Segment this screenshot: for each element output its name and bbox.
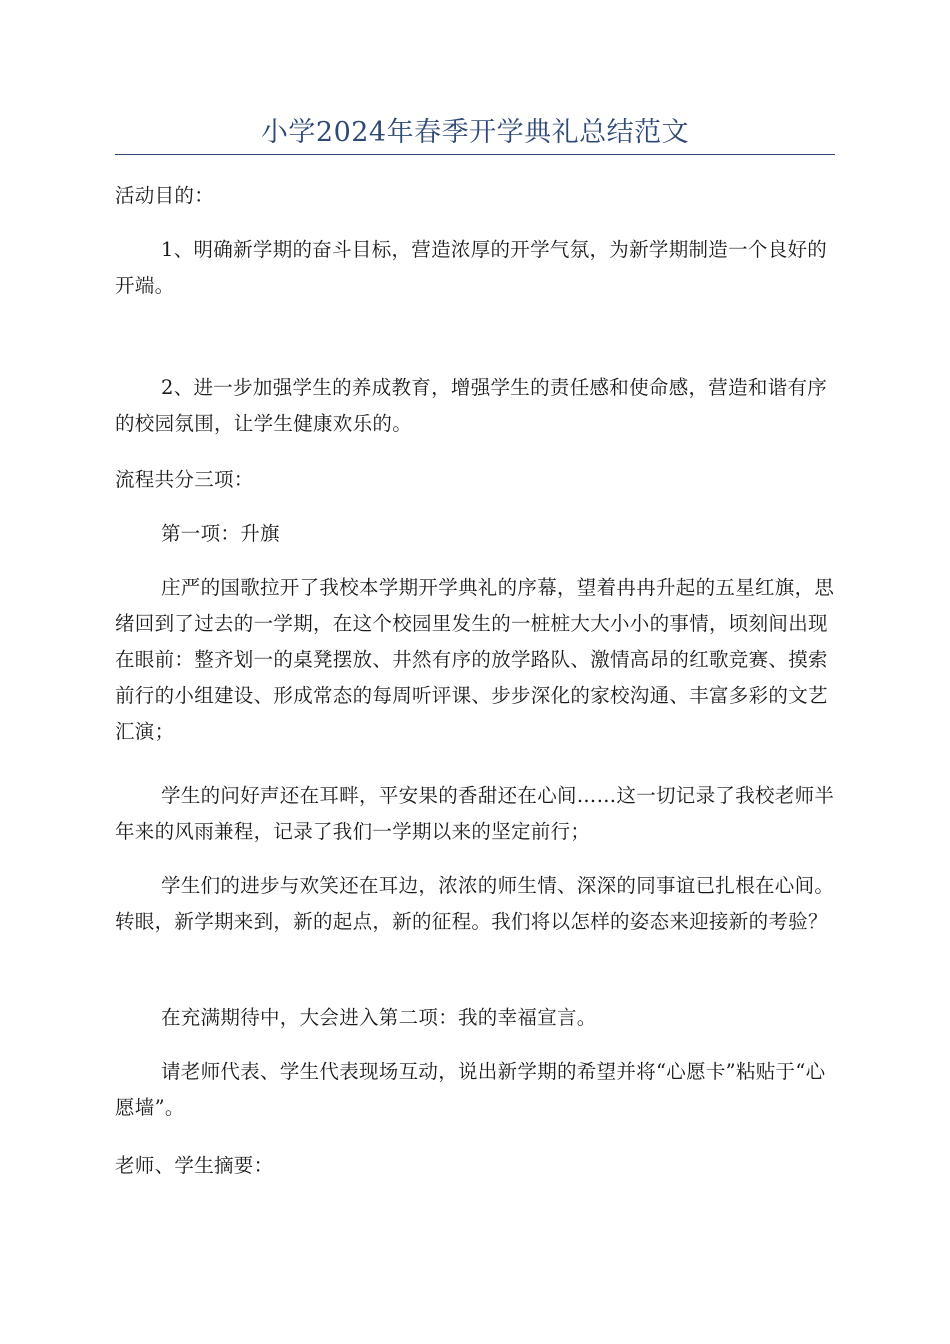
paragraph-step-1-heading: 第一项：升旗 [161, 522, 280, 545]
title-underline [115, 154, 835, 155]
paragraph-purpose-1: 1、明确新学期的奋斗目标，营造浓厚的开学气氛，为新学期制造一个良好的开端。 [115, 238, 828, 297]
paragraph-flag-raising: 庄严的国歌拉开了我校本学期开学典礼的序幕，望着冉冉升起的五星红旗，思绪回到了过去的一学期，在这个校园里发生的一桩桩大大小小的事情，顷刻间出现在眼前：整齐划一的桌凳摆放、井然有序的放学路队、激情高昂的红歌竞赛、摸索前行的小组建设、形成常态的每周听评课、步步深化的家校沟通、丰富多彩的文艺汇演； [115, 576, 835, 743]
paragraph-summary-heading: 老师、学生摘要： [115, 1154, 274, 1177]
paragraph-process-heading: 流程共分三项： [115, 468, 254, 491]
paragraph-greetings: 学生的问好声还在耳畔，平安果的香甜还在心间……这一切记录了我校老师半年来的风雨兼程，记录了我们一学期以来的坚定前行； [115, 784, 835, 843]
paragraph-purpose-heading: 活动目的： [115, 184, 215, 207]
paragraph-wish-card: 请老师代表、学生代表现场互动，说出新学期的希望并将“心愿卡”粘贴于“心愿墙”。 [115, 1060, 826, 1119]
paragraph-progress: 学生们的进步与欢笑还在耳边，浓浓的师生情、深深的同事谊已扎根在心间。转眼，新学期来到，新的起点，新的征程。我们将以怎样的姿态来迎接新的考验？ [115, 874, 835, 933]
document-title: 小学2024年春季开学典礼总结范文 [260, 117, 690, 148]
paragraph-purpose-2: 2、进一步加强学生的养成教育，增强学生的责任感和使命感，营造和谐有序的校园氛围，让学生健康欢乐的。 [115, 376, 828, 435]
paragraph-step-2: 在充满期待中，大会进入第二项：我的幸福宣言。 [161, 1006, 597, 1029]
